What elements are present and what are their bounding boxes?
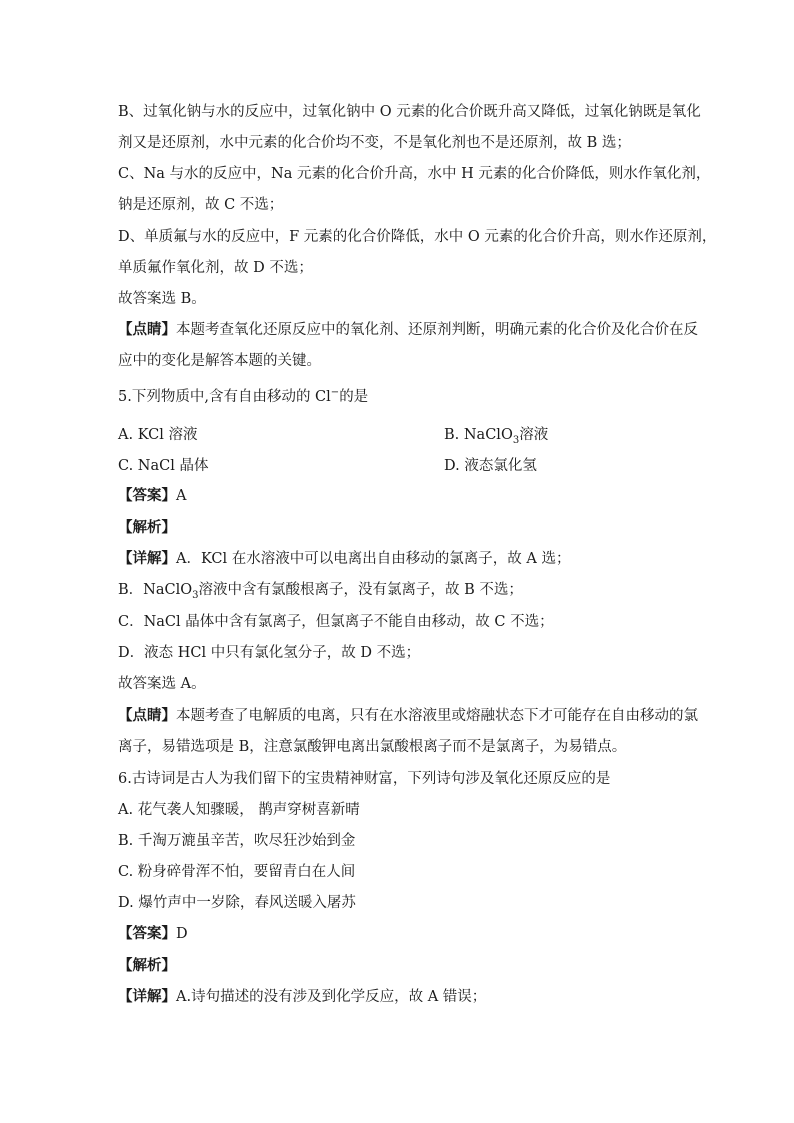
comment-text: 本题考查了电解质的电离，只有在水溶液里或熔融状态下才可能存在自由移动的氯 xyxy=(176,708,698,724)
q5-detail-b xyxy=(118,581,523,599)
q5-comment-line2: 离子，易错选项是 B，注意氯酸钾电离出氯酸根离子而不是氯离子，为易错点。 xyxy=(118,739,627,755)
comment-tag: 【点睛】 xyxy=(118,707,176,724)
q5-detail-d: D．液态 HCl 中只有氯化氢分子，故 D 不选； xyxy=(118,645,421,661)
answer-value: A xyxy=(176,488,187,504)
q5-option-b-text-end: 溶液 xyxy=(519,427,549,443)
q4-option-b-line1: B、过氧化钠与水的反应中，过氧化钠中 O 元素的化合价既升高又降低，过氧化钠既是氧化 xyxy=(118,104,701,120)
q5-stem-sup: − xyxy=(330,387,340,399)
q6-detail-a xyxy=(118,988,486,1006)
q4-option-d-line1: D、单质氟与水的反应中，F 元素的化合价降低，水中 O 元素的化合价升高，则水作还原剂， xyxy=(118,229,717,245)
q5-option-b-text: B. NaClO xyxy=(444,427,513,443)
q5-comment-line1 xyxy=(118,707,698,725)
detail-tag: 【详解】 xyxy=(118,988,176,1005)
detail-tag: 【详解】 xyxy=(118,550,176,567)
q4-option-b-line2: 剂又是还原剂，水中元素的化合价均不变，不是氧化剂也不是还原剂，故 B 选； xyxy=(118,135,631,151)
q4-option-c-line1: C、Na 与水的反应中，Na 元素的化合价升高，水中 H 元素的化合价降低，则水作氧化剂， xyxy=(118,166,711,182)
q4-comment-line2: 应中的变化是解答本题的关键。 xyxy=(118,353,321,369)
q6-stem: 6.古诗词是古人为我们留下的宝贵精神财富，下列诗句涉及氧化还原反应的是 xyxy=(118,771,611,787)
q6-option-d: D. 爆竹声中一岁除，春风送暖入屠苏 xyxy=(118,895,356,911)
q5-detail-c: C．NaCl 晶体中含有氯离子，但氯离子不能自由移动，故 C 不选； xyxy=(118,614,554,630)
answer-tag: 【答案】 xyxy=(118,487,176,504)
comment-tag: 【点睛】 xyxy=(118,321,176,338)
q6-option-b: B. 千淘万漉虽辛苦，吹尽狂沙始到金 xyxy=(118,833,356,849)
detail-b-text-end: 溶液中含有氯酸根离子，没有氯离子，故 B 不选； xyxy=(198,582,523,598)
q5-option-d: D. 液态氯化氢 xyxy=(444,458,537,474)
q5-analysis xyxy=(118,519,176,537)
answer-value: D xyxy=(176,926,188,942)
detail-text: A.诗句描述的没有涉及到化学反应，故 A 错误； xyxy=(176,989,487,1005)
answer-tag: 【答案】 xyxy=(118,925,176,942)
q4-comment-line1 xyxy=(118,321,698,339)
q5-option-b xyxy=(444,426,548,444)
q4-option-c-line2: 钠是还原剂，故 C 不选； xyxy=(118,197,284,213)
q5-option-a: A. KCl 溶液 xyxy=(118,427,198,443)
analysis-tag: 【解析】 xyxy=(118,957,176,974)
q6-option-c: C. 粉身碎骨浑不怕，要留青白在人间 xyxy=(118,864,356,880)
comment-text: 本题考查氧化还原反应中的氧化剂、还原剂判断，明确元素的化合价及化合价在反 xyxy=(176,322,698,338)
detail-text: A．KCl 在水溶液中可以电离出自由移动的氯离子，故 A 选； xyxy=(176,551,571,567)
q5-conclusion: 故答案选 A。 xyxy=(118,676,206,692)
q5-option-b-sub: 3 xyxy=(512,434,520,446)
q6-analysis xyxy=(118,957,176,975)
q4-option-d-line2: 单质氟作氧化剂，故 D 不选； xyxy=(118,260,313,276)
detail-b-sub: 3 xyxy=(192,589,199,601)
q4-conclusion: 故答案选 B。 xyxy=(118,291,206,307)
q5-answer xyxy=(118,487,186,505)
detail-b-text: B．NaClO xyxy=(118,582,193,598)
q6-answer xyxy=(118,925,188,943)
q5-stem xyxy=(118,388,368,406)
q6-option-a: A. 花气袭人知骤暖， 鹊声穿树喜新晴 xyxy=(118,802,360,818)
q5-stem-text-end: 的是 xyxy=(339,389,369,405)
q5-option-c: C. NaCl 晶体 xyxy=(118,458,209,474)
q5-stem-text: 5.下列物质中,含有自由移动的 Cl xyxy=(118,389,331,405)
analysis-tag: 【解析】 xyxy=(118,519,176,536)
q5-detail-a xyxy=(118,550,570,568)
